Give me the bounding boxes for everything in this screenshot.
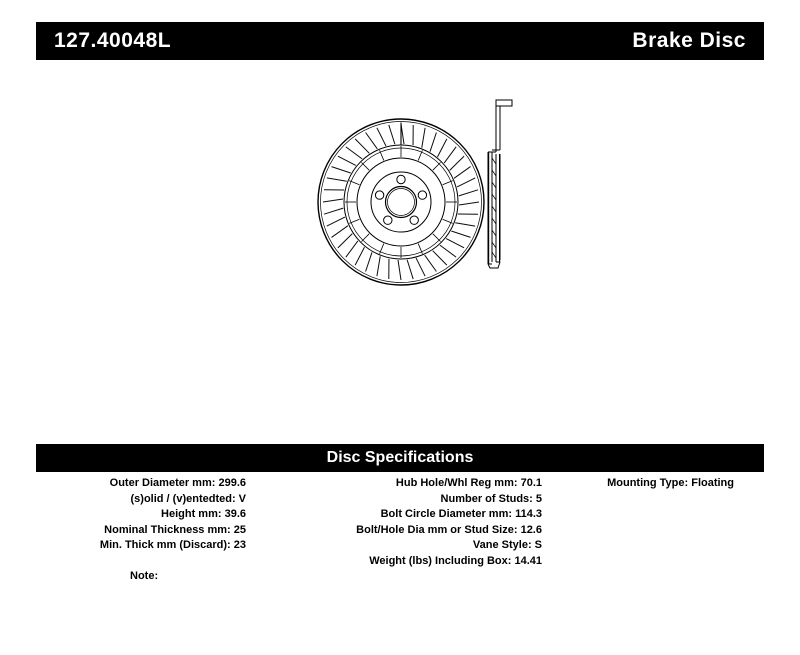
spec-item: Number of Studs: 5 <box>440 492 542 505</box>
spec-item: Bolt/Hole Dia mm or Stud Size: 12.6 <box>356 523 542 536</box>
note-label: Note: <box>130 570 159 582</box>
part-number: 127.40048L <box>54 29 172 52</box>
spec-item: Vane Style: S <box>472 539 542 551</box>
specs-column-right <box>548 476 764 492</box>
specs-table <box>36 476 764 569</box>
specs-column-left <box>36 476 252 554</box>
spec-item: Outer Diameter mm: 299.6 <box>109 477 246 489</box>
spec-item: Hub Hole/Whl Reg mm: 70.1 <box>395 477 542 489</box>
specs-title-bar <box>36 444 764 472</box>
spec-item: Weight (lbs) Including Box: 14.41 <box>369 554 542 567</box>
specs-column-middle <box>252 476 548 569</box>
spec-item: Height mm: 39.6 <box>161 508 246 520</box>
spec-item: Nominal Thickness mm: 25 <box>104 523 246 536</box>
specs-title: Disc Specifications <box>326 449 474 466</box>
spec-item: Bolt Circle Diameter mm: 114.3 <box>380 508 542 520</box>
technical-drawing <box>36 72 764 422</box>
rotor-side-section-view <box>466 92 536 297</box>
spec-item: Mounting Type: Floating <box>607 477 734 489</box>
spec-item: Min. Thick mm (Discard): 23 <box>99 539 246 551</box>
header-bar <box>36 22 764 60</box>
product-type: Brake Disc <box>632 29 746 52</box>
spec-item: (s)olid / (v)entedted: V <box>130 492 246 505</box>
